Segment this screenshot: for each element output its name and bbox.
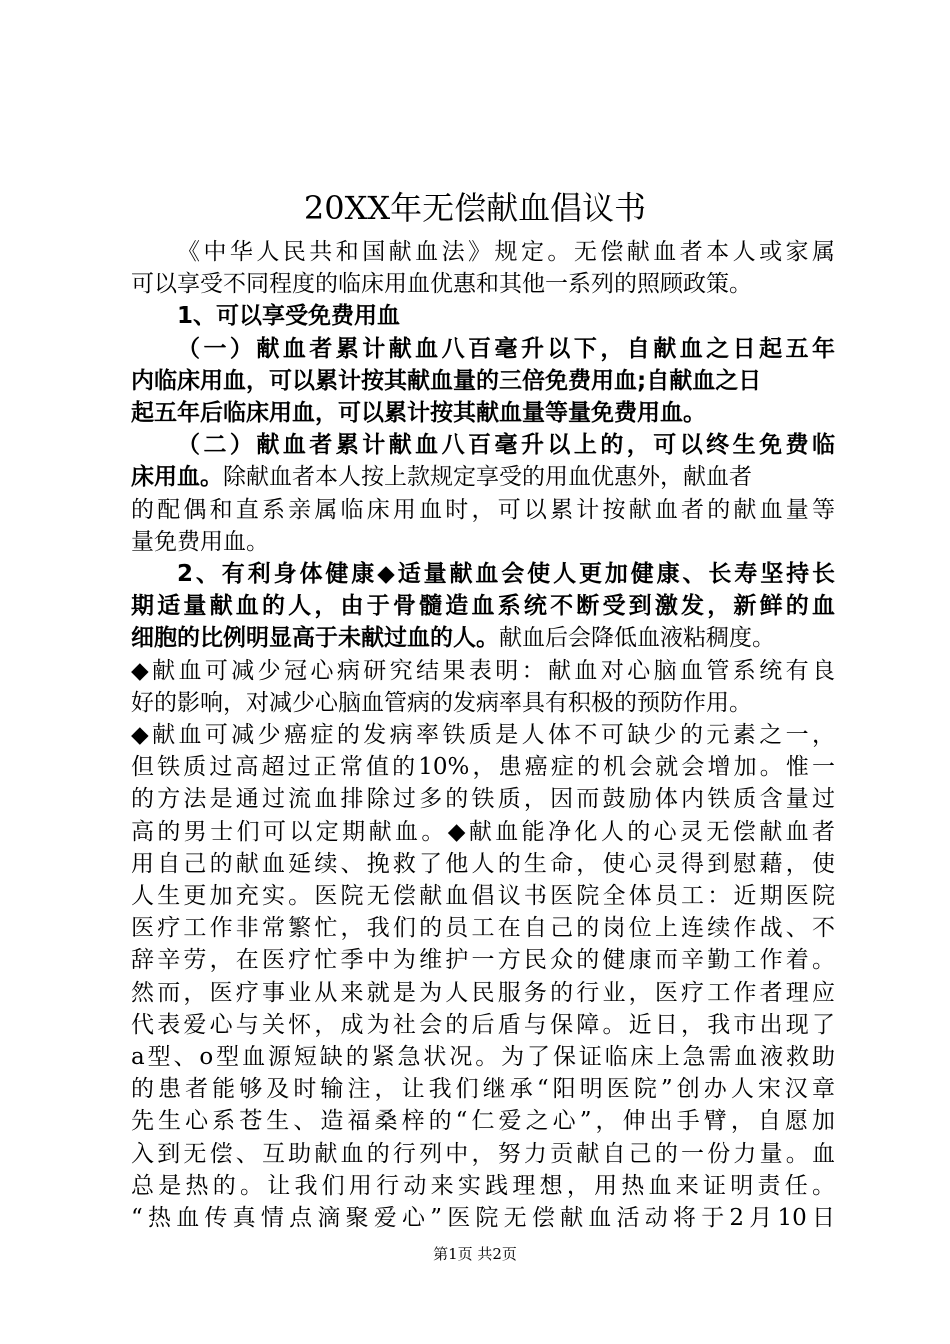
- paragraph-line: 代表爱心与关怀，成为社会的后盾与保障。近日，我市出现了: [131, 1011, 835, 1038]
- paragraph-line: 人生更加充实。医院无偿献血倡议书医院全体员工：近期医院: [131, 883, 835, 910]
- paragraph-line: [131, 461, 835, 493]
- section-heading: 2、有利身体健康◆适量献血会使人更加健康、长寿坚持长: [177, 561, 835, 588]
- paragraph-fragment: 献血后会降低血液粘稠度。: [499, 625, 775, 652]
- paragraph-line: 《中华人民共和国献血法》规定。无偿献血者本人或家属: [177, 239, 835, 265]
- paragraph-line: 高的男士们可以定期献血。◆献血能净化人的心灵无偿献血者: [131, 818, 835, 845]
- paragraph-line: 量免费用血。: [131, 528, 269, 555]
- paragraph-fragment: 除献血者本人按上款规定享受的用血优惠外，献血者: [223, 464, 752, 491]
- paragraph-line: 用自己的献血延续、挽救了他人的生命，使心灵得到慰藉，使: [131, 850, 835, 877]
- section-heading: 1、可以享受免费用血: [177, 303, 401, 330]
- paragraph-line: 好的影响，对减少心脑血管病的发病率具有积极的预防作用。: [131, 689, 752, 716]
- paragraph-line: “热血传真情点滴聚爱心”医院无偿献血活动将于2月10日: [131, 1205, 835, 1232]
- paragraph-line: [131, 622, 835, 654]
- document-title: 20XX年无偿献血倡议书: [303, 189, 647, 227]
- document-body: [131, 236, 835, 1234]
- paragraph-line: 起五年后临床用血，可以累计按其献血量等量免费用血。: [131, 400, 706, 427]
- paragraph-line: 的方法是通过流血排除过多的铁质，因而鼓励体内铁质含量过: [131, 786, 835, 813]
- paragraph-line: 总是热的。让我们用行动来实践理想，用热血来证明责任。: [131, 1172, 835, 1199]
- paragraph-line: 然而，医疗事业从来就是为人民服务的行业，医疗工作者理应: [131, 979, 835, 1006]
- paragraph-line: 可以享受不同程度的临床用血优惠和其他一系列的照顾政策。: [131, 271, 752, 298]
- paragraph-line: 的配偶和直系亲属临床用血时，可以累计按献血者的献血量等: [131, 496, 835, 523]
- paragraph-line: ◆献血可减少冠心病研究结果表明：献血对心脑血管系统有良: [131, 657, 835, 684]
- paragraph-line: 内临床用血，可以累计按其献血量的三倍免费用血;自献血之日: [131, 367, 762, 394]
- paragraph-line: 入到无偿、互助献血的行列中，努力贡献自己的一份力量。血: [131, 1140, 835, 1167]
- paragraph-line: （二）献血者累计献血八百毫升以上的，可以终生免费临: [177, 432, 835, 459]
- paragraph-line: 先生心系苍生、造福桑梓的“仁爱之心”，伸出手臂，自愿加: [131, 1108, 835, 1135]
- paragraph-line: 医疗工作非常繁忙，我们的员工在自己的岗位上连续作战、不: [131, 915, 835, 942]
- paragraph-fragment: 细胞的比例明显高于未献过血的人。: [131, 625, 499, 652]
- paragraph-line: 的患者能够及时输注，让我们继承“阳明医院”创办人宋汉章: [131, 1076, 835, 1103]
- paragraph-fragment: 床用血。: [131, 464, 223, 491]
- paragraph-line: （一）献血者累计献血八百毫升以下，自献血之日起五年: [177, 335, 835, 362]
- paragraph-line: 但铁质过高超过正常值的10%，患癌症的机会就会增加。惟一: [131, 754, 835, 781]
- page-number-footer: 第1页 共2页: [433, 1245, 517, 1263]
- paragraph-line: 辞辛劳，在医疗忙季中为维护一方民众的健康而辛勤工作着。: [131, 947, 835, 974]
- paragraph-line: a型、o型血源短缺的紧急状况。为了保证临床上急需血液救助: [131, 1044, 835, 1071]
- paragraph-line: 期适量献血的人，由于骨髓造血系统不断受到激发，新鲜的血: [131, 593, 835, 620]
- paragraph-line: ◆献血可减少癌症的发病率铁质是人体不可缺少的元素之一，: [131, 722, 835, 749]
